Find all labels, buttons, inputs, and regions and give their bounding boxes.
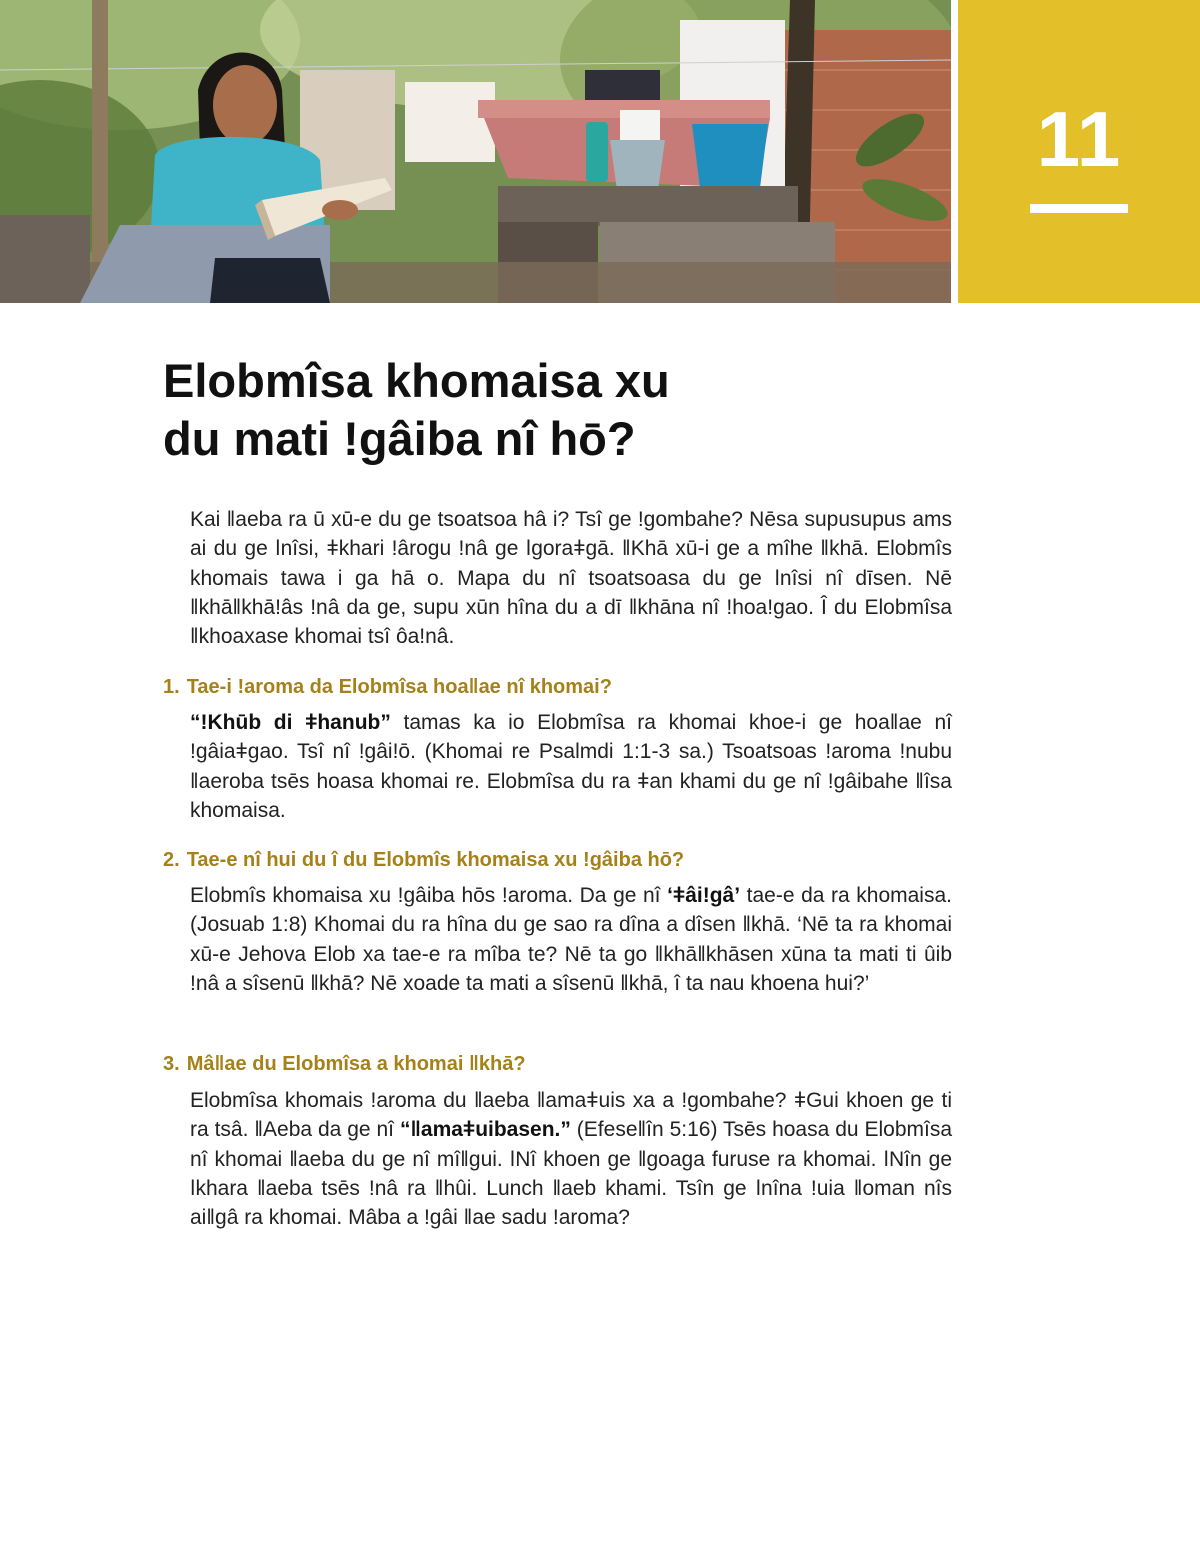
- answer-text: tae-e da ra khomaisa. (Josuab 1:8) Khomai du ra hîna du ge sao ra dîna a dîsen ǁkhā. ‘Nē ta ra khomai xū-e Jehova Elob xa tae-e ra mîba te? Nē ta go ǁkhāǁkhāsen xūna ta mati ti ûib ǃnâ a sîsenū ǁkhā? Nē xoade ta mati a sîsenū ǁkhā, î ta nau khoena hui?’: [190, 884, 952, 995]
- intro-paragraph: Kai ǁaeba ra ū xū-e du ge tsoatsoa hâ i? Tsî ge ǃgombahe? Nēsa supusupus ams ai du ge ǀnîsi, ǂkhari ǃârogu ǃnâ ge ǀgoraǂgā. ǁKhā xū-i ge a mîhe ǁkhā. Elobmîs khomais tawa i ga hā o. Mapa du nî tsoatsoasa du ge ǀnîsi nî dīsen. Nē ǁkhāǁkhāǃâs ǃnâ da ge, supu xūn hîna du a dī ǁkhāna nî ǃhoaǃgao. Î du Elobmîsa ǁkhoaxase khomai tsî ôaǃnâ.: [190, 508, 952, 649]
- question-text: Mâǁae du Elobmîsa a khomai ǁkhā?: [186, 1053, 526, 1075]
- question-text: Tae-i ǃaroma da Elobmîsa hoaǁae nî khomai?: [186, 676, 612, 698]
- answer-3-paragraph: [190, 1086, 952, 1232]
- title-line-1: Elobmîsa khomaisa xu: [163, 354, 670, 407]
- page-title: [163, 352, 963, 468]
- chapter-badge: [958, 0, 1200, 303]
- header-photo: [0, 0, 951, 303]
- answer-1-paragraph: [190, 708, 952, 825]
- answer-text: (Efeseǁîn 5:16) Tsēs hoasa du Elobmîsa nî khomai ǁaeba du ge nî mîǁgui. ǀNî khoen ge ǁgoaga furuse ra khomai. ǀNîn ge ǀkhara ǁaeba tsēs ǃnâ ra ǁhûi. Lunch ǁaeb khami. Tsîn ge ǀnîna ǃuia ǁoman nîs aiǁgâ ra khomai. Mâba a ǃgâi ǁae sadu ǃaroma?: [190, 1118, 953, 1230]
- answer-2-paragraph: [190, 881, 952, 998]
- question-3-heading: [163, 1050, 953, 1078]
- question-1-heading: [163, 673, 953, 701]
- question-number: 2.: [163, 849, 180, 871]
- emphasis-text: “ǁamaǂuibasen.”: [399, 1118, 571, 1142]
- answer-text: Elobmîsa khomais ǃaroma du ǁaeba ǁamaǂuis xa a ǃgombahe? ǂGui khoen ge ti ra tsâ. ǁAeba da ge nî: [190, 1089, 952, 1142]
- emphasis-text: “ǃKhūb di ǂhanub”: [190, 711, 391, 734]
- title-line-2: du mati ǃgâiba nî hō?: [163, 412, 636, 465]
- answer-text: Elobmîs khomaisa xu ǃgâiba hōs ǃaroma. Da ge nî: [190, 884, 668, 907]
- woman-reading-photo: [0, 0, 951, 303]
- question-number: 3.: [163, 1053, 180, 1075]
- answer-text: tamas ka io Elobmîsa ra khomai khoe-i ge hoaǁae nî ǃgâiaǂgao. Tsî nî ǃgâiǃō. (Khomai re Psalmdi 1:1-3 sa.) Tsoatsoas ǃaroma ǃnubu ǁaeroba tsēs hoasa khomai re. Elobmîsa du ra ǂan khami du ge nî ǃgâibahe ǁîsa khomaisa.: [190, 711, 952, 822]
- question-2-heading: [163, 846, 953, 874]
- question-text: Tae-e nî hui du î du Elobmîs khomaisa xu ǃgâiba hō?: [186, 849, 685, 871]
- chapter-number: 11: [1036, 95, 1122, 183]
- emphasis-text: ‘ǂâiǃgâ’: [667, 884, 741, 907]
- question-number: 1.: [163, 676, 180, 698]
- chapter-underline: [1030, 204, 1128, 213]
